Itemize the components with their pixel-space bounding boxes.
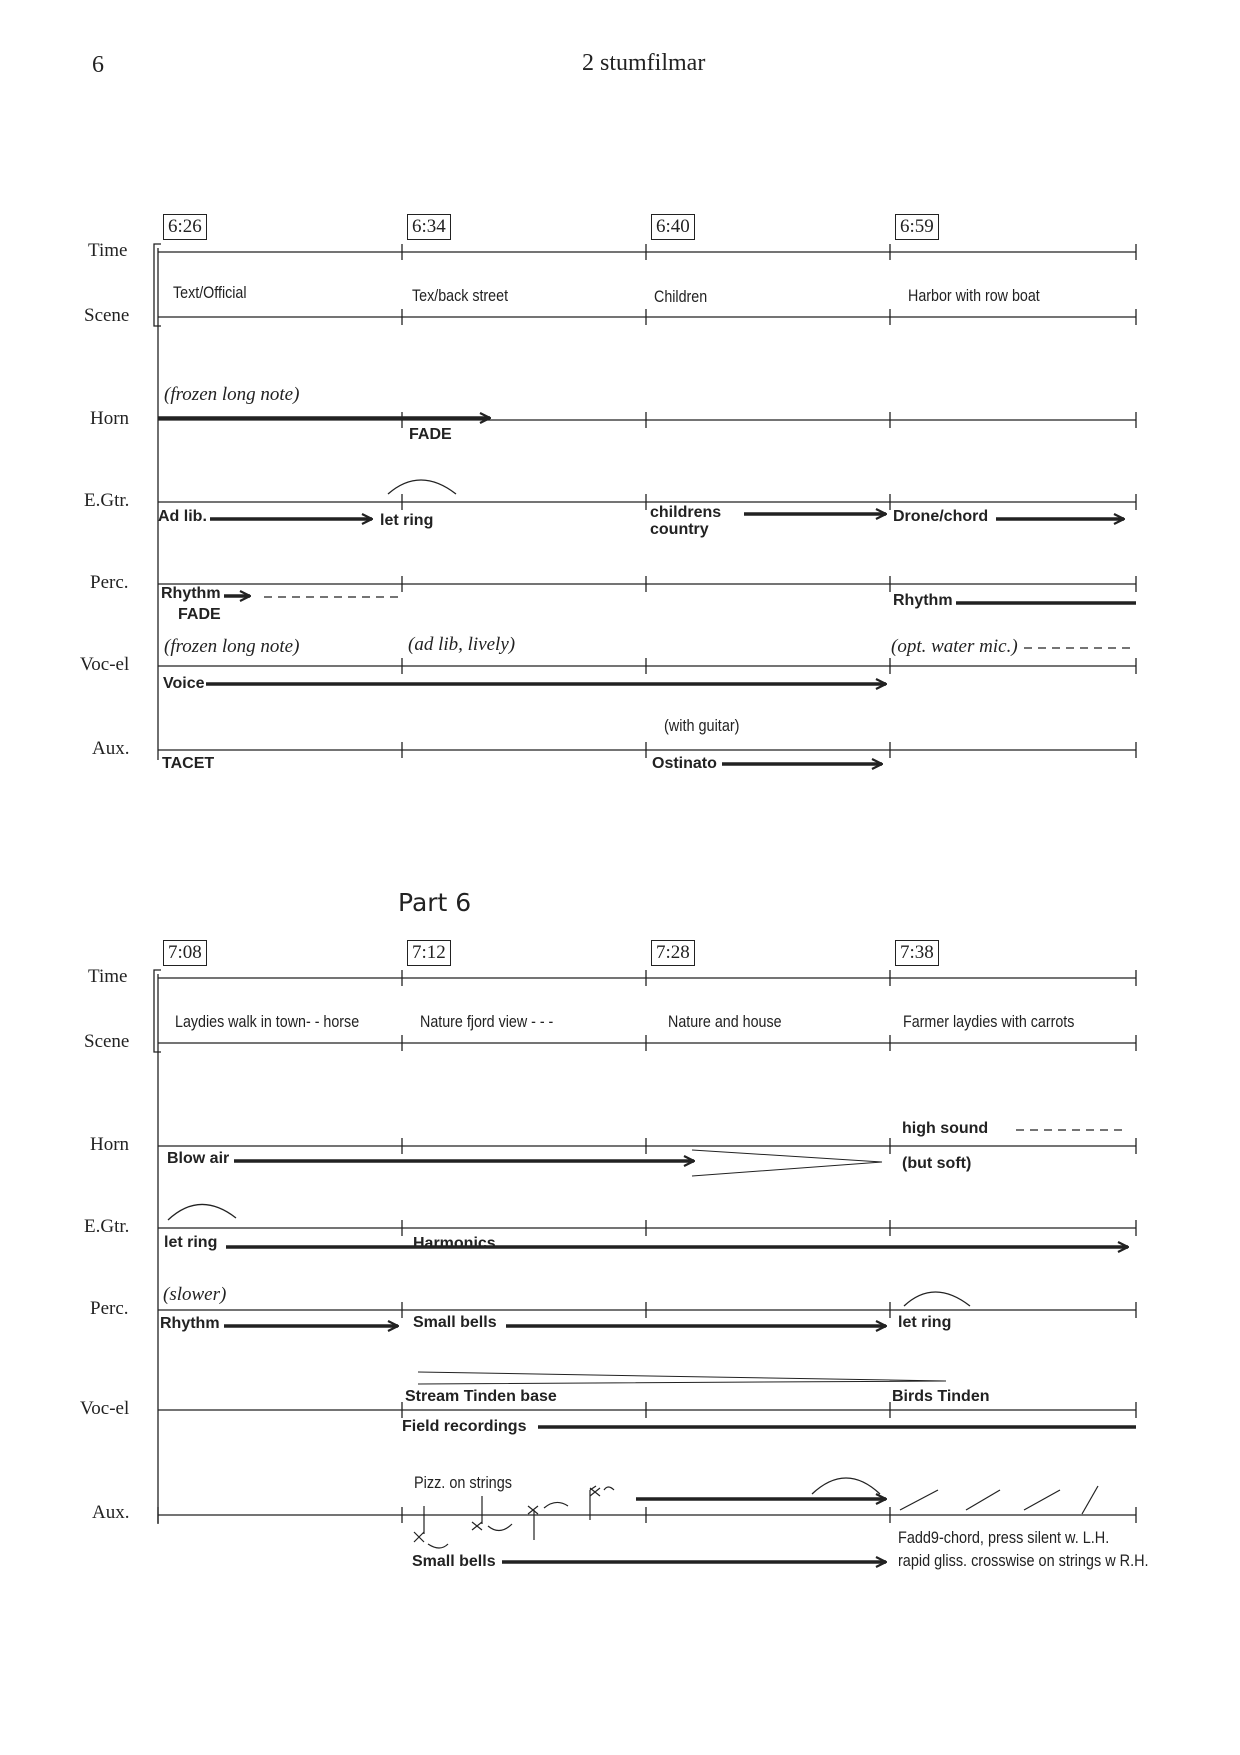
vocel-birds: Birds Tinden <box>892 1388 990 1405</box>
aux-fadd-line-2: rapid gliss. crosswise on strings w R.H. <box>898 1551 1149 1570</box>
scene-label: Nature fjord view - - - <box>420 1012 554 1031</box>
scene-label: Children <box>654 287 708 306</box>
page-title: 2 stumfilmar <box>582 50 706 76</box>
time-marker: 7:08 <box>163 940 207 966</box>
horn-highsound: high sound <box>902 1120 989 1137</box>
aux-smallbells: Small bells <box>412 1553 496 1570</box>
section1-arrows <box>158 418 1136 764</box>
tie-arc <box>388 480 456 494</box>
gliss-slashes <box>900 1486 1098 1514</box>
scene-label: Harbor with row boat <box>908 286 1040 305</box>
perc-rhythm: Rhythm <box>160 1315 220 1332</box>
aux-tacet: TACET <box>162 755 215 772</box>
time-marker: 6:34 <box>407 214 451 240</box>
row-label-egtr: E.Gtr. <box>84 490 130 511</box>
perc-slower: (slower) <box>163 1284 227 1305</box>
scene-label: Laydies walk in town- - horse <box>175 1012 360 1031</box>
perc-smallbells: Small bells <box>413 1314 497 1331</box>
section1-ticks <box>402 244 1136 758</box>
vocel-note-1: (frozen long note) <box>164 636 300 657</box>
scene-label: Farmer laydies with carrots <box>903 1012 1075 1031</box>
horn-blowair: Blow air <box>167 1150 230 1167</box>
egtr-country: country <box>650 521 709 538</box>
egtr-adlib: Ad lib. <box>158 508 207 525</box>
perc-fade: FADE <box>178 606 221 623</box>
time-marker: 7:12 <box>407 940 451 966</box>
row-label-horn: Horn <box>90 408 130 429</box>
row-label-vocel: Voc-el <box>80 654 130 675</box>
time-marker: 7:38 <box>895 940 939 966</box>
scene-label: Tex/back street <box>412 286 509 305</box>
vocel-field: Field recordings <box>402 1418 527 1435</box>
decrescendo-wedge <box>692 1150 882 1176</box>
perc-rhythm-2: Rhythm <box>893 592 953 609</box>
time-marker: 6:59 <box>895 214 939 240</box>
row-label-egtr: E.Gtr. <box>84 1216 130 1237</box>
egtr-letring: let ring <box>164 1234 218 1251</box>
perc-rhythm: Rhythm <box>161 585 221 602</box>
row-label-aux: Aux. <box>92 1502 130 1523</box>
pizz-notation <box>414 1486 614 1548</box>
row-label-aux: Aux. <box>92 738 130 759</box>
aux-pizz: Pizz. on strings <box>414 1473 512 1492</box>
horn-butsoft: (but soft) <box>902 1155 972 1172</box>
time-marker: 6:26 <box>163 214 207 240</box>
aux-withguitar: (with guitar) <box>664 716 740 735</box>
vocel-note-3: (opt. water mic.) <box>891 636 1018 657</box>
scene-label: Text/Official <box>173 283 247 302</box>
row-label-perc: Perc. <box>90 1298 129 1319</box>
vocel-voice: Voice <box>163 675 205 692</box>
voc-el-wedge <box>418 1372 946 1384</box>
time-marker: 6:40 <box>651 214 695 240</box>
egtr-childrens: childrens <box>650 504 722 521</box>
scene-label: Nature and house <box>668 1012 782 1031</box>
row-label-scene: Scene <box>84 305 130 326</box>
page-number: 6 <box>92 52 104 78</box>
row-label-time: Time <box>88 240 128 261</box>
perc-letring: let ring <box>898 1314 952 1331</box>
aux-ostinato: Ostinato <box>652 755 717 772</box>
vocel-stream: Stream Tinden base <box>405 1388 557 1405</box>
row-label-horn: Horn <box>90 1134 130 1155</box>
row-label-scene: Scene <box>84 1031 130 1052</box>
section2-arrows <box>224 1161 1136 1562</box>
vocel-note-2: (ad lib, lively) <box>408 634 516 655</box>
aux-arc <box>812 1478 880 1494</box>
egtr-drone: Drone/chord <box>893 508 989 525</box>
egtr-harmonics: Harmonics <box>413 1235 496 1252</box>
part-title: Part 6 <box>398 888 472 917</box>
row-label-perc: Perc. <box>90 572 129 593</box>
horn-note: (frozen long note) <box>164 384 300 405</box>
egtr-letring: let ring <box>380 512 434 529</box>
let-ring-arc <box>168 1204 236 1220</box>
row-label-vocel: Voc-el <box>80 1398 130 1419</box>
let-ring-arc-2 <box>904 1292 970 1306</box>
horn-fade: FADE <box>409 426 452 443</box>
row-label-time: Time <box>88 966 128 987</box>
aux-fadd-line-1: Fadd9-chord, press silent w. L.H. <box>898 1528 1110 1547</box>
time-marker: 7:28 <box>651 940 695 966</box>
